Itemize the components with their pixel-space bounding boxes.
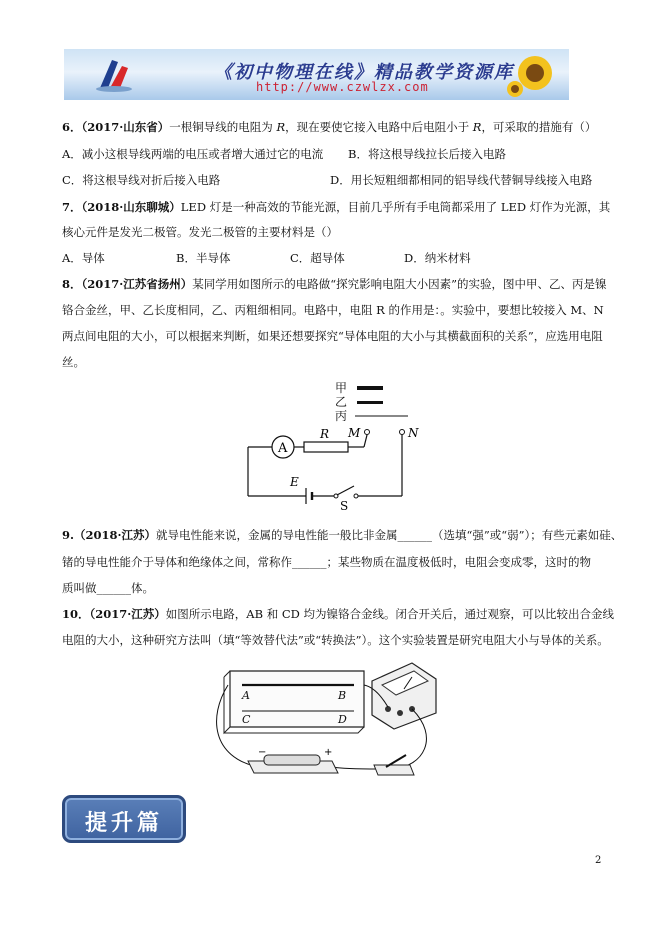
- question-text: LED 灯是一种高效的节能光源，目前几乎所有手电筒都采用了 LED 灯作为光源，其: [180, 200, 611, 214]
- question-source-tag: （2017·江苏）: [89, 607, 166, 621]
- option-b: B．将这根导线拉长后接入电路: [348, 147, 506, 161]
- option-c: C．超导体: [290, 251, 345, 265]
- question-8-line4: 丝。: [62, 355, 85, 369]
- battery-minus-label: −: [258, 747, 267, 758]
- page-number: 2: [595, 855, 602, 866]
- banner-title: 《初中物理在线》精品教学资源库: [214, 62, 514, 83]
- option-d: D．纳米材料: [404, 251, 471, 265]
- option-c: C．将这根导线对折后接入电路: [62, 173, 221, 187]
- sunflower-icon: [505, 51, 561, 99]
- question-7-line2: 核心元件是发光二极管。发光二极管的主要材料是（）: [62, 225, 338, 239]
- question-10-line2: 电阻的大小，这种研究方法叫（填“等效替代法”或“转换法”）。这个实验装置是研究电阻大小与导体的关系。: [62, 633, 609, 647]
- question-number: 7．: [62, 200, 82, 214]
- section-badge-label: 提升篇: [84, 810, 163, 836]
- question-number: 10．: [62, 607, 90, 621]
- question-6-stem: [62, 120, 596, 135]
- question-7-stem: [62, 200, 610, 215]
- label-c: C: [242, 713, 251, 726]
- switch-icon: [337, 486, 354, 495]
- question-number: 8．: [62, 277, 82, 291]
- knife-switch-icon: [374, 765, 414, 775]
- question-source-tag: （2018·江苏）: [74, 528, 157, 542]
- question-text: ，现在要使它接入电路中后电阻小于: [285, 120, 473, 134]
- variable-r: R: [276, 120, 286, 134]
- ammeter-label: A: [278, 441, 288, 456]
- option-a: A．减小这根导线两端的电压或者增大通过它的电流: [62, 147, 324, 161]
- question-10-stem: [62, 607, 614, 622]
- option-d: D．用长短粗细都相同的铝导线代替铜导线接入电路: [330, 173, 593, 187]
- wire-yi: [357, 401, 383, 404]
- banner-url: http://www.czwlzx.com: [256, 80, 429, 94]
- question-text: 如图所示电路，AB 和 CD 均为镍铬合金线。闭合开关后，通过观察，可以比较出合金线: [165, 607, 615, 621]
- wire-label-bing: 丙: [335, 409, 348, 423]
- section-badge: [62, 795, 186, 843]
- header-banner: [64, 49, 569, 100]
- question-text: ，可采取的措施有（）: [481, 120, 597, 134]
- question-text: 一根铜导线的电阻为: [169, 120, 277, 134]
- apparatus-diagram: [214, 657, 449, 787]
- ammeter-device-icon: [372, 663, 436, 729]
- label-b: B: [338, 689, 347, 702]
- terminal-m-label: M: [348, 426, 361, 440]
- question-9-line3: 质叫做______体。: [62, 581, 154, 595]
- terminal-n-label: N: [408, 426, 419, 440]
- wire-jia: [357, 386, 383, 390]
- question-8-stem: [62, 277, 607, 292]
- battery-label: E: [290, 475, 299, 489]
- question-text: 某同学用如图所示的电路做“探究影响电阻大小因素”的实验，图中甲、乙、丙是镍: [192, 277, 607, 291]
- option-a: A．导体: [62, 251, 105, 265]
- site-logo-icon: [94, 54, 134, 94]
- battery-cell-icon: [264, 755, 320, 765]
- label-d: D: [338, 713, 347, 726]
- circuit-diagram-resistance: [236, 380, 426, 513]
- question-text: 就导电性能来说，金属的导电性能一般比非金属______（选填“强”或“弱”）；有些元素如硅、: [156, 528, 623, 542]
- wire-label-yi: 乙: [335, 395, 348, 409]
- question-8-line2: 铬合金丝，甲、乙长度相同，乙、丙粗细相同。电路中，电阻 R 的作用是：。实验中，要想比较接入 M、N: [62, 303, 604, 317]
- question-source-tag: （2018·山东聊城）: [81, 200, 181, 214]
- question-number: 9.: [62, 528, 75, 542]
- resistor-icon: [304, 442, 348, 452]
- switch-label: S: [340, 499, 349, 513]
- wire-label-jia: 甲: [335, 381, 348, 395]
- variable-r: R: [472, 120, 482, 134]
- battery-plus-label: +: [324, 747, 333, 758]
- resistor-label: R: [320, 427, 330, 441]
- question-source-tag: （2017·江苏省扬州）: [81, 277, 193, 291]
- option-b: B．半导体: [176, 251, 231, 265]
- question-8-line3: 两点间电阻的大小，可以根据来判断，如果还想要探究“导体电阻的大小与其横截面积的关系”，应选用电阻: [62, 329, 603, 343]
- question-source-tag: （2017·山东省）: [81, 120, 170, 134]
- question-9-line2: 锗的导电性能介于导体和绝缘体之间，常称作______；某些物质在温度极低时，电阻会变成零，这时的物: [62, 555, 591, 569]
- question-9-stem: [62, 528, 622, 543]
- question-number: 6．: [62, 120, 82, 134]
- label-a: A: [242, 689, 250, 702]
